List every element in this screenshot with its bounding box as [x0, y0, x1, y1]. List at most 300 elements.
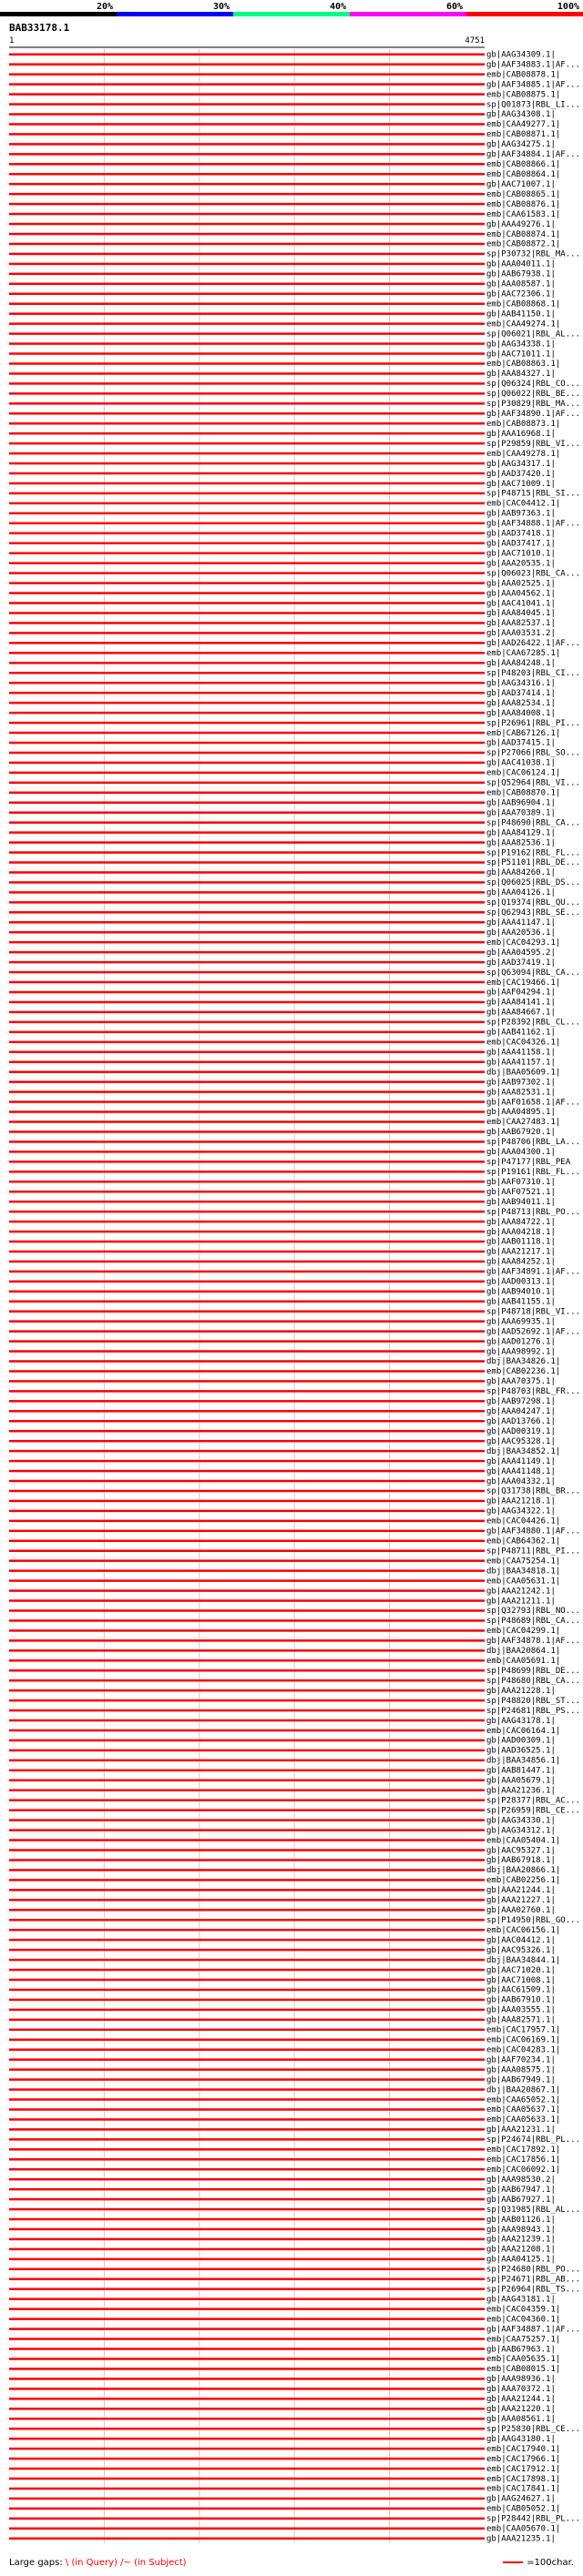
hit-label[interactable]: gb|AAA04332.1|	[486, 1476, 556, 1486]
hit-bar[interactable]	[9, 63, 485, 66]
hit-bar[interactable]	[9, 2538, 485, 2541]
hit-bar[interactable]	[9, 2118, 485, 2121]
hit-label[interactable]: gb|AAC71009.1|	[486, 479, 556, 489]
hit-bar[interactable]	[9, 1579, 485, 1582]
hit-bar[interactable]	[9, 911, 485, 914]
hit-label[interactable]: dbj|BAA20866.1|	[486, 1866, 561, 1876]
hit-label[interactable]: emb|CAA75257.1|	[486, 2335, 561, 2345]
hit-label[interactable]: gb|AAG34338.1|	[486, 340, 556, 350]
hit-label[interactable]: sp|P48711|RBL_PI...	[486, 1547, 580, 1557]
hit-bar[interactable]	[9, 2158, 485, 2161]
hit-bar[interactable]	[9, 1540, 485, 1543]
hit-bar[interactable]	[9, 2518, 485, 2520]
hit-bar[interactable]	[9, 502, 485, 505]
hit-bar[interactable]	[9, 1829, 485, 1831]
hit-label[interactable]: sp|P24671|RBL_AB...	[486, 2275, 580, 2285]
hit-bar[interactable]	[9, 722, 485, 725]
hit-bar[interactable]	[9, 1490, 485, 1493]
hit-label[interactable]: gb|AAA21227.1|	[486, 1896, 556, 1906]
hit-label[interactable]: emb|CAC06092.1|	[486, 2165, 561, 2175]
hit-label[interactable]: gb|AAF01658.1|AF...	[486, 1098, 580, 1108]
hit-label[interactable]: emb|CAC17966.1|	[486, 2454, 561, 2464]
hit-bar[interactable]	[9, 2388, 485, 2390]
hit-bar[interactable]	[9, 193, 485, 196]
hit-label[interactable]: sp|P28392|RBL_CL...	[486, 1018, 580, 1028]
hit-bar[interactable]	[9, 1659, 485, 1662]
hit-label[interactable]: emb|CAC17912.1|	[486, 2464, 561, 2474]
hit-bar[interactable]	[9, 1400, 485, 1403]
hit-bar[interactable]	[9, 851, 485, 854]
hit-bar[interactable]	[9, 133, 485, 136]
hit-label[interactable]: gb|AAG34309.1|	[486, 50, 556, 60]
hit-label[interactable]: emb|CAB08863.1|	[486, 360, 561, 370]
hit-bar[interactable]	[9, 1879, 485, 1881]
hit-bar[interactable]	[9, 931, 485, 933]
hit-label[interactable]: sp|P30829|RBL_MA...	[486, 400, 580, 410]
hit-label[interactable]: emb|CAA49278.1|	[486, 449, 561, 459]
hit-label[interactable]: sp|P48820|RBL_ST...	[486, 1696, 580, 1706]
hit-bar[interactable]	[9, 2019, 485, 2022]
hit-label[interactable]: gb|AAC71007.1|	[486, 179, 556, 189]
hit-bar[interactable]	[9, 742, 485, 745]
hit-label[interactable]: sp|P24681|RBL_PS...	[486, 1706, 580, 1716]
hit-label[interactable]: gb|AAA08587.1|	[486, 279, 556, 289]
hit-label[interactable]: gb|AAA04300.1|	[486, 1148, 556, 1158]
hit-bar[interactable]	[9, 432, 485, 435]
hit-label[interactable]: emb|CAA75254.1|	[486, 1557, 561, 1567]
hit-bar[interactable]	[9, 482, 485, 485]
hit-bar[interactable]	[9, 1271, 485, 1273]
hit-bar[interactable]	[9, 2268, 485, 2271]
hit-bar[interactable]	[9, 2448, 485, 2450]
hit-label[interactable]: sp|P30732|RBL_MA...	[486, 249, 580, 259]
hit-bar[interactable]	[9, 1001, 485, 1004]
hit-bar[interactable]	[9, 1520, 485, 1523]
hit-bar[interactable]	[9, 821, 485, 824]
hit-bar[interactable]	[9, 1639, 485, 1642]
hit-label[interactable]: dbj|BAA34818.1|	[486, 1567, 561, 1577]
hit-label[interactable]: gb|AAA21244.1|	[486, 2395, 556, 2405]
hit-bar[interactable]	[9, 1609, 485, 1612]
hit-label[interactable]: gb|AAB67949.1|	[486, 2075, 556, 2085]
hit-label[interactable]: gb|AAA84722.1|	[486, 1217, 556, 1227]
hit-label[interactable]: gb|AAA21208.1|	[486, 2245, 556, 2255]
hit-bar[interactable]	[9, 1430, 485, 1433]
hit-bar[interactable]	[9, 1111, 485, 1113]
hit-label[interactable]: gb|AAA41148.1|	[486, 1466, 556, 1476]
hit-bar[interactable]	[9, 472, 485, 475]
hit-label[interactable]: emb|CAC04326.1|	[486, 1038, 561, 1048]
hit-label[interactable]: dbj|BAA34856.1|	[486, 1756, 561, 1766]
hit-label[interactable]: gb|AAD26422.1|AF...	[486, 639, 580, 649]
hit-bar[interactable]	[9, 2098, 485, 2101]
hit-label[interactable]: sp|P28442|RBL_PL...	[486, 2514, 580, 2524]
hit-bar[interactable]	[9, 1819, 485, 1821]
hit-label[interactable]: gb|AAA82531.1|	[486, 1088, 556, 1098]
hit-bar[interactable]	[9, 2338, 485, 2340]
hit-bar[interactable]	[9, 1689, 485, 1692]
hit-label[interactable]: dbj|BAA05609.1|	[486, 1068, 561, 1078]
hit-label[interactable]: emb|CAC06164.1|	[486, 1726, 561, 1736]
hit-label[interactable]: sp|P29859|RBL_VI...	[486, 439, 580, 449]
hit-bar[interactable]	[9, 1380, 485, 1383]
hit-bar[interactable]	[9, 1599, 485, 1602]
hit-bar[interactable]	[9, 532, 485, 535]
hit-bar[interactable]	[9, 1790, 485, 1792]
hit-bar[interactable]	[9, 2508, 485, 2510]
hit-bar[interactable]	[9, 352, 485, 355]
hit-label[interactable]: gb|AAA02760.1|	[486, 1906, 556, 1916]
hit-label[interactable]: gb|AAB67938.1|	[486, 269, 556, 279]
hit-bar[interactable]	[9, 891, 485, 894]
hit-label[interactable]: gb|AAA04562.1|	[486, 589, 556, 599]
hit-label[interactable]: gb|AAG34308.1|	[486, 110, 556, 120]
hit-label[interactable]: gb|AAA84252.1|	[486, 1257, 556, 1267]
hit-label[interactable]: sp|Q06324|RBL_CO...	[486, 380, 580, 390]
hit-bar[interactable]	[9, 213, 485, 216]
hit-bar[interactable]	[9, 422, 485, 425]
hit-label[interactable]: gb|AAF04294.1|	[486, 988, 556, 998]
hit-bar[interactable]	[9, 1141, 485, 1143]
hit-bar[interactable]	[9, 1171, 485, 1173]
hit-label[interactable]: gb|AAA21244.1|	[486, 1886, 556, 1896]
hit-bar[interactable]	[9, 772, 485, 775]
hit-label[interactable]: emb|CAB08874.1|	[486, 229, 561, 239]
hit-label[interactable]: sp|P26959|RBL_CE...	[486, 1806, 580, 1816]
hit-bar[interactable]	[9, 2009, 485, 2012]
hit-label[interactable]: gb|AAF07521.1|	[486, 1187, 556, 1197]
hit-label[interactable]: emb|CAC04359.1|	[486, 2305, 561, 2315]
hit-label[interactable]: gb|AAA84248.1|	[486, 659, 556, 669]
hit-bar[interactable]	[9, 2428, 485, 2430]
hit-label[interactable]: emb|CAB05052.1|	[486, 2504, 561, 2514]
hit-bar[interactable]	[9, 572, 485, 574]
hit-label[interactable]: gb|AAB94010.1|	[486, 1287, 556, 1297]
hit-bar[interactable]	[9, 243, 485, 246]
hit-label[interactable]: sp|P28377|RBL_AC...	[486, 1796, 580, 1806]
hit-bar[interactable]	[9, 2438, 485, 2440]
hit-bar[interactable]	[9, 332, 485, 335]
hit-label[interactable]: gb|AAF34887.1|AF...	[486, 2325, 580, 2335]
hit-label[interactable]: gb|AAA84141.1|	[486, 998, 556, 1008]
hit-label[interactable]: gb|AAB67927.1|	[486, 2195, 556, 2205]
hit-label[interactable]: sp|P48689|RBL_CA...	[486, 1617, 580, 1627]
hit-label[interactable]: gb|AAF07310.1|	[486, 1177, 556, 1187]
hit-label[interactable]: emb|CAC04412.1|	[486, 499, 561, 509]
hit-label[interactable]: sp|P48699|RBL_DE...	[486, 1667, 580, 1676]
hit-bar[interactable]	[9, 612, 485, 614]
hit-label[interactable]: gb|AAB67963.1|	[486, 2345, 556, 2355]
hit-label[interactable]: gb|AAA82537.1|	[486, 619, 556, 629]
hit-label[interactable]: emb|CAB02236.1|	[486, 1367, 561, 1377]
hit-bar[interactable]	[9, 1201, 485, 1203]
hit-label[interactable]: gb|AAB01126.1|	[486, 2215, 556, 2225]
hit-bar[interactable]	[9, 552, 485, 554]
hit-label[interactable]: gb|AAG34317.1|	[486, 459, 556, 469]
hit-label[interactable]: emb|CAA05404.1|	[486, 1836, 561, 1846]
hit-bar[interactable]	[9, 1929, 485, 1932]
hit-bar[interactable]	[9, 2168, 485, 2171]
hit-bar[interactable]	[9, 2048, 485, 2051]
hit-label[interactable]: sp|P19161|RBL_FL...	[486, 1168, 580, 1177]
hit-label[interactable]: gb|AAA04895.1|	[486, 1108, 556, 1118]
hit-bar[interactable]	[9, 263, 485, 266]
hit-bar[interactable]	[9, 1281, 485, 1283]
hit-bar[interactable]	[9, 1649, 485, 1652]
hit-label[interactable]: emb|CAC06156.1|	[486, 1925, 561, 1935]
hit-bar[interactable]	[9, 981, 485, 984]
hit-label[interactable]: emb|CAC04283.1|	[486, 2045, 561, 2055]
hit-bar[interactable]	[9, 2297, 485, 2300]
hit-label[interactable]: sp|Q19374|RBL_QU...	[486, 898, 580, 908]
hit-bar[interactable]	[9, 2198, 485, 2201]
hit-bar[interactable]	[9, 2278, 485, 2281]
hit-bar[interactable]	[9, 841, 485, 844]
hit-label[interactable]: emb|CAB08015.1|	[486, 2365, 561, 2375]
hit-label[interactable]: gb|AAA41157.1|	[486, 1058, 556, 1068]
hit-label[interactable]: gb|AAA21218.1|	[486, 1496, 556, 1506]
hit-bar[interactable]	[9, 1241, 485, 1243]
hit-label[interactable]: sp|Q31738|RBL_BR...	[486, 1486, 580, 1496]
hit-label[interactable]: gb|AAG24627.1|	[486, 2494, 556, 2504]
hit-bar[interactable]	[9, 1011, 485, 1014]
hit-bar[interactable]	[9, 1181, 485, 1183]
hit-bar[interactable]	[9, 1500, 485, 1503]
hit-bar[interactable]	[9, 1121, 485, 1123]
hit-label[interactable]: gb|AAA21217.1|	[486, 1247, 556, 1257]
hit-label[interactable]: gb|AAF34878.1|AF...	[486, 1637, 580, 1647]
hit-bar[interactable]	[9, 592, 485, 594]
hit-label[interactable]: gb|AAA49276.1|	[486, 219, 556, 229]
hit-bar[interactable]	[9, 2317, 485, 2320]
hit-bar[interactable]	[9, 113, 485, 116]
hit-bar[interactable]	[9, 402, 485, 405]
hit-label[interactable]: sp|P26964|RBL_TS...	[486, 2285, 580, 2295]
hit-bar[interactable]	[9, 712, 485, 715]
hit-label[interactable]: gb|AAA21228.1|	[486, 1686, 556, 1696]
hit-label[interactable]: gb|AAA04125.1|	[486, 2255, 556, 2265]
hit-label[interactable]: gb|AAG34322.1|	[486, 1506, 556, 1516]
hit-bar[interactable]	[9, 1221, 485, 1223]
hit-bar[interactable]	[9, 1549, 485, 1552]
hit-bar[interactable]	[9, 1031, 485, 1034]
hit-bar[interactable]	[9, 233, 485, 236]
hit-bar[interactable]	[9, 602, 485, 604]
hit-bar[interactable]	[9, 702, 485, 705]
hit-bar[interactable]	[9, 871, 485, 874]
hit-bar[interactable]	[9, 662, 485, 664]
hit-label[interactable]: gb|AAB94011.1|	[486, 1197, 556, 1207]
hit-label[interactable]: gb|AAA21235.1|	[486, 2534, 556, 2543]
hit-bar[interactable]	[9, 382, 485, 385]
hit-bar[interactable]	[9, 1859, 485, 1861]
hit-bar[interactable]	[9, 143, 485, 146]
hit-bar[interactable]	[9, 951, 485, 954]
hit-bar[interactable]	[9, 2108, 485, 2111]
hit-label[interactable]: gb|AAD01276.1|	[486, 1337, 556, 1347]
hit-label[interactable]: emb|CAB67126.1|	[486, 728, 561, 738]
hit-label[interactable]: gb|AAA04247.1|	[486, 1407, 556, 1417]
hit-bar[interactable]	[9, 632, 485, 634]
hit-label[interactable]: emb|CAC17940.1|	[486, 2444, 561, 2454]
hit-bar[interactable]	[9, 861, 485, 864]
hit-label[interactable]: sp|P24674|RBL_PL...	[486, 2135, 580, 2145]
hit-label[interactable]: gb|AAA98992.1|	[486, 1347, 556, 1357]
hit-label[interactable]: gb|AAC71008.1|	[486, 1975, 556, 1985]
hit-label[interactable]: dbj|BAA34844.1|	[486, 1955, 561, 1965]
hit-label[interactable]: emb|CAB08878.1|	[486, 70, 561, 80]
hit-label[interactable]: sp|P24680|RBL_PO...	[486, 2265, 580, 2275]
hit-label[interactable]: gb|AAG34316.1|	[486, 678, 556, 688]
hit-label[interactable]: sp|Q06022|RBL_BE...	[486, 390, 580, 400]
hit-label[interactable]: gb|AAC95328.1|	[486, 1436, 556, 1446]
hit-label[interactable]: emb|CAA49274.1|	[486, 319, 561, 330]
hit-label[interactable]: emb|CAA05635.1|	[486, 2355, 561, 2365]
hit-bar[interactable]	[9, 1760, 485, 1762]
hit-bar[interactable]	[9, 642, 485, 644]
hit-label[interactable]: gb|AAC95326.1|	[486, 1945, 556, 1955]
hit-label[interactable]: gb|AAD37415.1|	[486, 738, 556, 748]
hit-label[interactable]: sp|P48713|RBL_PO...	[486, 1207, 580, 1217]
hit-label[interactable]: emb|CAB64362.1|	[486, 1536, 561, 1547]
hit-label[interactable]: emb|CAB08865.1|	[486, 189, 561, 199]
hit-bar[interactable]	[9, 2488, 485, 2490]
hit-label[interactable]: gb|AAG43181.1|	[486, 2295, 556, 2305]
hit-label[interactable]: sp|Q06021|RBL_AL...	[486, 330, 580, 340]
hit-bar[interactable]	[9, 1350, 485, 1353]
hit-label[interactable]: dbj|BAA20867.1|	[486, 2085, 561, 2095]
hit-bar[interactable]	[9, 2307, 485, 2310]
hit-label[interactable]: gb|AAB67947.1|	[486, 2185, 556, 2195]
hit-label[interactable]: sp|P26961|RBL_PI...	[486, 718, 580, 728]
hit-label[interactable]: gb|AAC95327.1|	[486, 1846, 556, 1856]
hit-label[interactable]: gb|AAA21231.1|	[486, 2125, 556, 2135]
hit-label[interactable]: gb|AAA03531.2|	[486, 629, 556, 639]
hit-bar[interactable]	[9, 1470, 485, 1473]
hit-bar[interactable]	[9, 2238, 485, 2241]
hit-label[interactable]: emb|CAA05670.1|	[486, 2524, 561, 2534]
hit-bar[interactable]	[9, 173, 485, 176]
hit-label[interactable]: emb|CAB02256.1|	[486, 1876, 561, 1886]
hit-bar[interactable]	[9, 322, 485, 325]
hit-bar[interactable]	[9, 1979, 485, 1982]
hit-label[interactable]: emb|CAB08875.1|	[486, 90, 561, 100]
hit-bar[interactable]	[9, 1330, 485, 1333]
hit-label[interactable]: gb|AAA98943.1|	[486, 2225, 556, 2235]
hit-label[interactable]: emb|CAA67285.1|	[486, 649, 561, 659]
hit-label[interactable]: gb|AAD37419.1|	[486, 958, 556, 968]
hit-bar[interactable]	[9, 2408, 485, 2410]
hit-bar[interactable]	[9, 522, 485, 525]
hit-label[interactable]: emb|CAC19466.1|	[486, 978, 561, 988]
hit-bar[interactable]	[9, 223, 485, 226]
hit-label[interactable]: gb|AAD00309.1|	[486, 1736, 556, 1746]
hit-bar[interactable]	[9, 941, 485, 944]
hit-bar[interactable]	[9, 283, 485, 286]
hit-bar[interactable]	[9, 582, 485, 584]
hit-label[interactable]: gb|AAA05679.1|	[486, 1776, 556, 1786]
hit-label[interactable]: emb|CAC17892.1|	[486, 2145, 561, 2155]
hit-label[interactable]: gb|AAB41155.1|	[486, 1297, 556, 1307]
hit-bar[interactable]	[9, 1839, 485, 1841]
hit-label[interactable]: gb|AAB97302.1|	[486, 1078, 556, 1088]
hit-label[interactable]: sp|Q06023|RBL_CA...	[486, 569, 580, 579]
hit-bar[interactable]	[9, 1060, 485, 1063]
hit-label[interactable]: gb|AAD37414.1|	[486, 688, 556, 698]
hit-label[interactable]: gb|AAC41038.1|	[486, 758, 556, 768]
hit-bar[interactable]	[9, 881, 485, 884]
hit-bar[interactable]	[9, 2288, 485, 2291]
hit-label[interactable]: sp|Q62943|RBL_SE...	[486, 908, 580, 918]
hit-label[interactable]: gb|AAA04126.1|	[486, 888, 556, 898]
hit-label[interactable]: sp|P19162|RBL_FL...	[486, 848, 580, 858]
hit-label[interactable]: gb|AAD13766.1|	[486, 1417, 556, 1426]
hit-bar[interactable]	[9, 1251, 485, 1253]
hit-bar[interactable]	[9, 1261, 485, 1263]
hit-label[interactable]: gb|AAB97298.1|	[486, 1397, 556, 1407]
hit-label[interactable]: gb|AAB01118.1|	[486, 1237, 556, 1247]
hit-label[interactable]: emb|CAB08870.1|	[486, 788, 561, 798]
hit-label[interactable]: gb|AAG34312.1|	[486, 1826, 556, 1836]
hit-label[interactable]: gb|AAC72306.1|	[486, 289, 556, 299]
hit-bar[interactable]	[9, 293, 485, 296]
hit-label[interactable]: emb|CAC17898.1|	[486, 2474, 561, 2484]
hit-bar[interactable]	[9, 1799, 485, 1801]
hit-bar[interactable]	[9, 1669, 485, 1672]
hit-label[interactable]: gb|AAF34890.1|AF...	[486, 410, 580, 420]
hit-label[interactable]: emb|CAC06124.1|	[486, 768, 561, 778]
hit-label[interactable]: gb|AAA20535.1|	[486, 559, 556, 569]
hit-label[interactable]: gb|AAA04011.1|	[486, 259, 556, 269]
hit-bar[interactable]	[9, 1899, 485, 1902]
hit-bar[interactable]	[9, 2138, 485, 2141]
hit-bar[interactable]	[9, 53, 485, 56]
hit-bar[interactable]	[9, 2128, 485, 2131]
hit-label[interactable]: gb|AAA84008.1|	[486, 708, 556, 718]
hit-bar[interactable]	[9, 1100, 485, 1103]
hit-label[interactable]: gb|AAB67918.1|	[486, 1856, 556, 1866]
hit-label[interactable]: emb|CAB08876.1|	[486, 199, 561, 209]
hit-bar[interactable]	[9, 2398, 485, 2400]
hit-label[interactable]: sp|P48715|RBL_SI...	[486, 489, 580, 499]
hit-bar[interactable]	[9, 1231, 485, 1233]
hit-bar[interactable]	[9, 2148, 485, 2151]
hit-label[interactable]: gb|AAA41147.1|	[486, 918, 556, 928]
hit-bar[interactable]	[9, 2188, 485, 2191]
hit-label[interactable]: emb|CAA65052.1|	[486, 2095, 561, 2105]
hit-label[interactable]: dbj|BAA34852.1|	[486, 1446, 561, 1456]
hit-bar[interactable]	[9, 1080, 485, 1083]
hit-label[interactable]: sp|Q63094|RBL_CA...	[486, 968, 580, 978]
hit-label[interactable]: gb|AAA16968.1|	[486, 429, 556, 439]
hit-bar[interactable]	[9, 562, 485, 564]
hit-bar[interactable]	[9, 312, 485, 315]
hit-bar[interactable]	[9, 1460, 485, 1463]
hit-bar[interactable]	[9, 2418, 485, 2420]
hit-bar[interactable]	[9, 1999, 485, 2002]
hit-label[interactable]: gb|AAA21220.1|	[486, 2405, 556, 2415]
hit-bar[interactable]	[9, 901, 485, 904]
hit-bar[interactable]	[9, 622, 485, 624]
hit-bar[interactable]	[9, 1869, 485, 1871]
hit-bar[interactable]	[9, 1320, 485, 1323]
hit-label[interactable]: gb|AAF34891.1|AF...	[486, 1267, 580, 1277]
hit-bar[interactable]	[9, 1530, 485, 1533]
hit-bar[interactable]	[9, 392, 485, 395]
hit-label[interactable]: gb|AAF70234.1|	[486, 2055, 556, 2065]
hit-bar[interactable]	[9, 1291, 485, 1293]
hit-bar[interactable]	[9, 1360, 485, 1363]
